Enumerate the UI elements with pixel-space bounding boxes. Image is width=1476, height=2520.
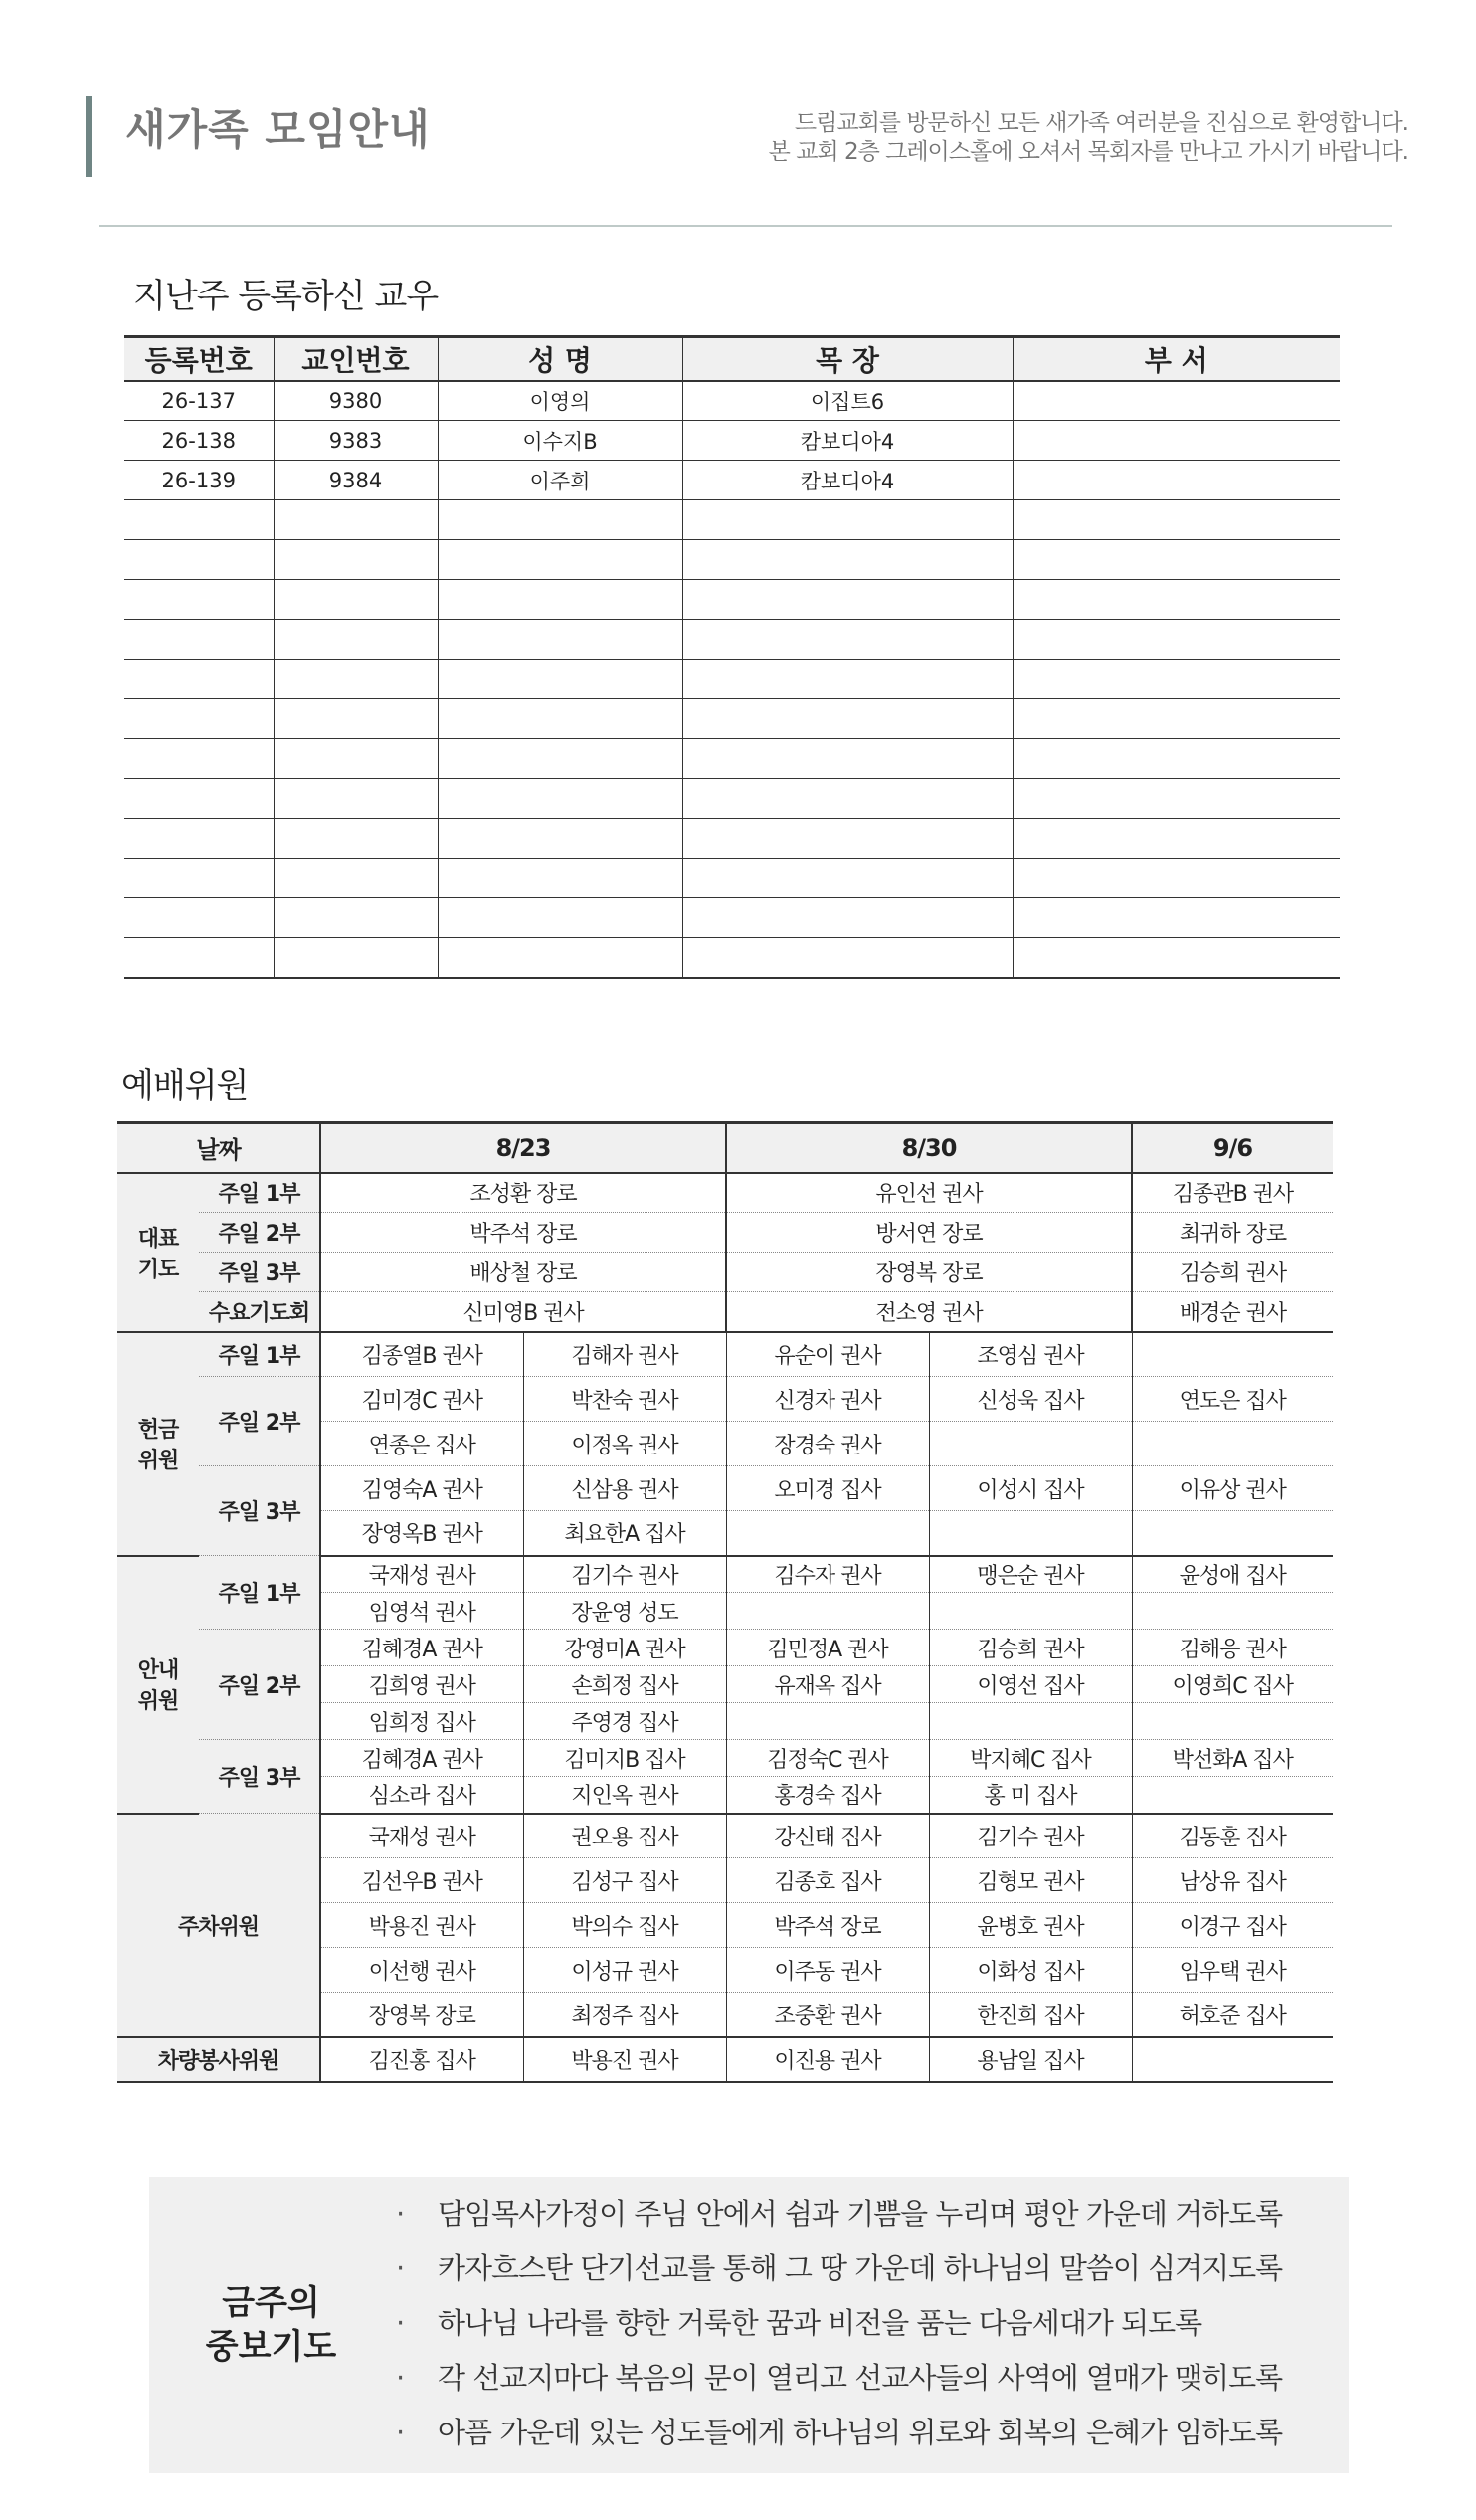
service-label: 주일 1부 <box>199 1173 320 1213</box>
service-label: 주일 3부 <box>199 1253 320 1292</box>
table-row <box>124 699 1340 739</box>
usher-name: 장윤영 성도 <box>523 1593 726 1630</box>
table-row <box>124 898 1340 938</box>
table-cell <box>124 540 274 580</box>
parking-name: 국재성 권사 <box>320 1814 523 1858</box>
vehicle-name: 김진홍 집사 <box>320 2037 523 2082</box>
prayer-group-label: 대표 기도 <box>117 1173 199 1332</box>
offering-name: 김종열B 권사 <box>320 1332 523 1377</box>
table-row <box>117 1814 1333 1858</box>
offering-name: 김해자 권사 <box>523 1332 726 1377</box>
table-row <box>124 739 1340 779</box>
parking-name: 한진희 집사 <box>929 1993 1132 2037</box>
parking-name: 윤병호 권사 <box>929 1903 1132 1948</box>
table-cell <box>1013 580 1340 620</box>
usher-name <box>929 1703 1132 1740</box>
offering-name <box>929 1511 1132 1556</box>
usher-name: 김미지B 집사 <box>523 1740 726 1777</box>
table-cell <box>274 938 438 978</box>
parking-name: 김동훈 집사 <box>1132 1814 1333 1858</box>
intercession-text: 아픔 가운데 있는 성도들에게 하나님의 위로와 회복의 은혜가 임하도록 <box>438 2416 1283 2449</box>
table-cell <box>682 500 1013 540</box>
table-cell <box>1013 660 1340 699</box>
intercession-box <box>149 2177 1349 2473</box>
date-1: 8/30 <box>726 1123 1132 1173</box>
table-cell <box>124 859 274 898</box>
vehicle-name: 이진용 권사 <box>726 2037 929 2082</box>
usher-name: 김승희 권사 <box>929 1630 1132 1666</box>
table-cell: 9380 <box>274 381 438 421</box>
table-row <box>124 938 1340 978</box>
table-cell <box>438 699 682 739</box>
table-cell <box>682 779 1013 819</box>
intercession-item <box>396 2406 1282 2460</box>
prayer-name: 장영복 장로 <box>726 1253 1132 1292</box>
usher-name: 홍경숙 집사 <box>726 1777 929 1814</box>
table-cell <box>438 540 682 580</box>
registered-header-row <box>124 337 1340 381</box>
date-0: 8/23 <box>320 1123 726 1173</box>
parking-name: 이성규 권사 <box>523 1948 726 1993</box>
intercession-text: 카자흐스탄 단기선교를 통해 그 땅 가운데 하나님의 말씀이 심겨지도록 <box>438 2251 1283 2285</box>
prayer-name: 방서연 장로 <box>726 1213 1132 1253</box>
column-header: 등록번호 <box>124 337 274 381</box>
table-cell: 캄보디아4 <box>682 461 1013 500</box>
prayer-name: 유인선 권사 <box>726 1173 1132 1213</box>
offering-name: 신성욱 집사 <box>929 1377 1132 1422</box>
prayer-name: 김종관B 권사 <box>1132 1173 1333 1213</box>
table-row <box>124 660 1340 699</box>
service-label: 주일 2부 <box>199 1377 320 1466</box>
offering-name: 이성시 집사 <box>929 1466 1132 1511</box>
offering-name <box>1132 1332 1333 1377</box>
table-cell <box>438 898 682 938</box>
usher-name: 홍 미 집사 <box>929 1777 1132 1814</box>
offering-name: 조영심 권사 <box>929 1332 1132 1377</box>
table-cell <box>438 938 682 978</box>
bullet-icon: · <box>396 2416 405 2449</box>
column-header: 성 명 <box>438 337 682 381</box>
date-label: 날짜 <box>117 1123 320 1173</box>
parking-name: 장영복 장로 <box>320 1993 523 2037</box>
table-cell <box>1013 898 1340 938</box>
intercession-item <box>396 2187 1282 2241</box>
parking-name: 박용진 권사 <box>320 1903 523 1948</box>
table-cell <box>1013 819 1340 859</box>
table-cell <box>274 620 438 660</box>
table-cell <box>124 660 274 699</box>
parking-name: 조중환 권사 <box>726 1993 929 2037</box>
offering-name <box>1132 1511 1333 1556</box>
table-cell: 이주희 <box>438 461 682 500</box>
offering-name <box>929 1422 1132 1466</box>
table-cell <box>682 739 1013 779</box>
table-row <box>117 1213 1333 1253</box>
vehicle-row <box>117 2037 1333 2082</box>
service-label: 수요기도회 <box>199 1292 320 1332</box>
table-cell: 이집트6 <box>682 381 1013 421</box>
parking-name: 임우택 권사 <box>1132 1948 1333 1993</box>
table-cell <box>1013 859 1340 898</box>
bullet-icon: · <box>396 2306 405 2340</box>
service-label: 주일 1부 <box>199 1556 320 1630</box>
table-cell: 26-137 <box>124 381 274 421</box>
table-cell <box>682 660 1013 699</box>
usher-name: 김민정A 권사 <box>726 1630 929 1666</box>
parking-name: 허호준 집사 <box>1132 1993 1333 2037</box>
intercession-label <box>149 2177 393 2473</box>
table-cell <box>124 779 274 819</box>
table-cell <box>124 500 274 540</box>
table-cell <box>438 859 682 898</box>
table-row <box>124 819 1340 859</box>
offering-name: 이유상 권사 <box>1132 1466 1333 1511</box>
parking-name: 이경구 집사 <box>1132 1903 1333 1948</box>
intercession-item <box>396 2351 1282 2406</box>
table-cell <box>124 739 274 779</box>
service-label: 주일 3부 <box>199 1740 320 1814</box>
table-cell <box>682 938 1013 978</box>
offering-name <box>1132 1422 1333 1466</box>
bullet-icon: · <box>396 2251 405 2285</box>
usher-name <box>1132 1777 1333 1814</box>
table-cell <box>682 819 1013 859</box>
parking-name: 권오용 집사 <box>523 1814 726 1858</box>
intercession-text: 담임목사가정이 주님 안에서 쉼과 기쁨을 누리며 평안 가운데 거하도록 <box>438 2197 1283 2230</box>
table-cell <box>274 540 438 580</box>
table-row <box>124 381 1340 421</box>
offering-name: 이정옥 권사 <box>523 1422 726 1466</box>
worship-title: 예배위원 <box>121 1066 249 1106</box>
usher-name: 심소라 집사 <box>320 1777 523 1814</box>
page-title: 새가족 모임안내 <box>125 105 431 154</box>
table-cell: 캄보디아4 <box>682 421 1013 461</box>
table-cell <box>682 859 1013 898</box>
parking-name: 이화성 집사 <box>929 1948 1132 1993</box>
table-cell <box>682 540 1013 580</box>
table-cell <box>274 580 438 620</box>
usher-name <box>1132 1593 1333 1630</box>
prayer-name: 최귀하 장로 <box>1132 1213 1333 1253</box>
table-cell <box>1013 938 1340 978</box>
usher-name <box>726 1703 929 1740</box>
table-row <box>124 620 1340 660</box>
offering-name <box>726 1511 929 1556</box>
table-cell <box>682 898 1013 938</box>
table-cell <box>438 779 682 819</box>
parking-name: 김성구 집사 <box>523 1858 726 1903</box>
prayer-name: 배상철 장로 <box>320 1253 726 1292</box>
table-cell <box>682 580 1013 620</box>
parking-name: 최정주 집사 <box>523 1993 726 2037</box>
usher-name <box>1132 1703 1333 1740</box>
table-row <box>117 1630 1333 1666</box>
parking-name: 김기수 권사 <box>929 1814 1132 1858</box>
table-cell <box>438 620 682 660</box>
usher-name: 임희정 집사 <box>320 1703 523 1740</box>
table-cell <box>438 660 682 699</box>
service-label: 주일 3부 <box>199 1466 320 1556</box>
table-row <box>117 1292 1333 1332</box>
table-cell <box>274 660 438 699</box>
usher-name <box>726 1593 929 1630</box>
intercession-item <box>396 2241 1282 2296</box>
usher-name: 김혜경A 권사 <box>320 1630 523 1666</box>
vehicle-name: 용남일 집사 <box>929 2037 1132 2082</box>
table-row <box>124 779 1340 819</box>
bullet-icon: · <box>396 2361 405 2395</box>
welcome-line-1: 드림교회를 방문하신 모든 새가족 여러분을 진심으로 환영합니다. <box>794 110 1408 136</box>
table-row <box>117 1740 1333 1777</box>
table-cell <box>1013 739 1340 779</box>
parking-name: 이선행 권사 <box>320 1948 523 1993</box>
usher-name: 유재옥 집사 <box>726 1666 929 1703</box>
usher-name: 김희영 권사 <box>320 1666 523 1703</box>
offering-name: 유순이 권사 <box>726 1332 929 1377</box>
usher-name: 윤성애 집사 <box>1132 1556 1333 1593</box>
prayer-name: 조성환 장로 <box>320 1173 726 1213</box>
table-cell <box>1013 620 1340 660</box>
table-cell <box>274 779 438 819</box>
offering-name: 신삼용 권사 <box>523 1466 726 1511</box>
date-2: 9/6 <box>1132 1123 1333 1173</box>
parking-name: 강신태 집사 <box>726 1814 929 1858</box>
table-row <box>124 859 1340 898</box>
usher-group-label: 안내 위원 <box>117 1556 199 1814</box>
usher-name: 이영선 집사 <box>929 1666 1132 1703</box>
table-cell <box>124 620 274 660</box>
usher-name: 김수자 권사 <box>726 1556 929 1593</box>
vehicle-name <box>1132 2037 1333 2082</box>
usher-name: 박지혜C 집사 <box>929 1740 1132 1777</box>
offering-name: 연도은 집사 <box>1132 1377 1333 1422</box>
offering-name: 김영숙A 권사 <box>320 1466 523 1511</box>
usher-name: 김기수 권사 <box>523 1556 726 1593</box>
offering-name: 신경자 권사 <box>726 1377 929 1422</box>
service-label: 주일 2부 <box>199 1213 320 1253</box>
table-cell <box>124 580 274 620</box>
table-cell <box>438 819 682 859</box>
table-cell: 26-139 <box>124 461 274 500</box>
parking-name: 김형모 권사 <box>929 1858 1132 1903</box>
table-cell <box>438 739 682 779</box>
table-cell <box>124 938 274 978</box>
table-cell: 이영의 <box>438 381 682 421</box>
parking-name: 박의수 집사 <box>523 1903 726 1948</box>
vehicle-label: 차량봉사위원 <box>117 2037 320 2082</box>
parking-name: 김선우B 권사 <box>320 1858 523 1903</box>
accent-bar <box>86 96 92 177</box>
intercession-label-1: 금주의 <box>222 2283 320 2323</box>
usher-name: 김해응 권사 <box>1132 1630 1333 1666</box>
table-cell <box>682 620 1013 660</box>
usher-name: 맹은순 권사 <box>929 1556 1132 1593</box>
welcome-message <box>769 109 1408 167</box>
intercession-text: 하나님 나라를 향한 거룩한 꿈과 비전을 품는 다음세대가 되도록 <box>438 2306 1202 2340</box>
prayer-name: 박주석 장로 <box>320 1213 726 1253</box>
prayer-name: 김승희 권사 <box>1132 1253 1333 1292</box>
table-row <box>124 461 1340 500</box>
offering-name: 최요한A 집사 <box>523 1511 726 1556</box>
table-cell <box>274 500 438 540</box>
table-row <box>117 1556 1333 1593</box>
prayer-name: 전소영 권사 <box>726 1292 1132 1332</box>
table-cell <box>274 699 438 739</box>
table-cell <box>1013 421 1340 461</box>
intercession-list <box>396 2187 1282 2460</box>
intercession-item <box>396 2296 1282 2351</box>
parking-name: 남상유 집사 <box>1132 1858 1333 1903</box>
worship-table <box>117 1121 1333 2083</box>
table-row <box>124 540 1340 580</box>
registered-title: 지난주 등록하신 교우 <box>133 277 439 316</box>
offering-name: 박찬숙 권사 <box>523 1377 726 1422</box>
table-cell: 9383 <box>274 421 438 461</box>
parking-name: 박주석 장로 <box>726 1903 929 1948</box>
table-cell <box>1013 461 1340 500</box>
table-cell <box>274 859 438 898</box>
table-cell <box>274 739 438 779</box>
parking-name: 이주동 권사 <box>726 1948 929 1993</box>
prayer-name: 신미영B 권사 <box>320 1292 726 1332</box>
usher-name: 임영석 권사 <box>320 1593 523 1630</box>
service-label: 주일 1부 <box>199 1332 320 1377</box>
column-header: 부 서 <box>1013 337 1340 381</box>
usher-name: 김정숙C 권사 <box>726 1740 929 1777</box>
table-cell <box>124 699 274 739</box>
usher-name: 국재성 권사 <box>320 1556 523 1593</box>
usher-name: 이영희C 집사 <box>1132 1666 1333 1703</box>
usher-name: 박선화A 집사 <box>1132 1740 1333 1777</box>
table-row <box>124 580 1340 620</box>
usher-name <box>929 1593 1132 1630</box>
table-cell <box>124 819 274 859</box>
bullet-icon: · <box>396 2197 405 2230</box>
registered-table <box>124 335 1340 979</box>
table-cell <box>1013 500 1340 540</box>
usher-name: 지인옥 권사 <box>523 1777 726 1814</box>
parking-label: 주차위원 <box>117 1814 320 2037</box>
parking-name: 김종호 집사 <box>726 1858 929 1903</box>
offering-group-label: 헌금 위원 <box>117 1332 199 1556</box>
column-header: 교인번호 <box>274 337 438 381</box>
table-row <box>117 1377 1333 1422</box>
table-row <box>124 421 1340 461</box>
table-row <box>124 500 1340 540</box>
table-cell <box>438 580 682 620</box>
service-label: 주일 2부 <box>199 1630 320 1740</box>
page-header <box>86 92 1408 181</box>
usher-name: 주영경 집사 <box>523 1703 726 1740</box>
table-cell: 9384 <box>274 461 438 500</box>
table-cell <box>124 898 274 938</box>
divider <box>99 225 1392 227</box>
prayer-name: 배경순 권사 <box>1132 1292 1333 1332</box>
intercession-label-2: 중보기도 <box>205 2327 337 2367</box>
table-row <box>117 1466 1333 1511</box>
table-cell <box>1013 381 1340 421</box>
intercession-text: 각 선교지마다 복음의 문이 열리고 선교사들의 사역에 열매가 맺히도록 <box>438 2361 1283 2395</box>
vehicle-name: 박용진 권사 <box>523 2037 726 2082</box>
table-cell <box>1013 779 1340 819</box>
table-cell <box>438 500 682 540</box>
table-row <box>117 1173 1333 1213</box>
usher-name: 손희정 집사 <box>523 1666 726 1703</box>
table-cell <box>682 699 1013 739</box>
table-cell <box>274 898 438 938</box>
worship-header-row <box>117 1123 1333 1173</box>
table-cell: 이수지B <box>438 421 682 461</box>
table-cell <box>274 819 438 859</box>
table-row <box>117 1332 1333 1377</box>
table-cell: 26-138 <box>124 421 274 461</box>
offering-name: 오미경 집사 <box>726 1466 929 1511</box>
offering-name: 장영옥B 권사 <box>320 1511 523 1556</box>
table-cell <box>1013 540 1340 580</box>
offering-name: 장경숙 권사 <box>726 1422 929 1466</box>
usher-name: 강영미A 권사 <box>523 1630 726 1666</box>
welcome-line-2: 본 교회 2층 그레이스홀에 오셔서 목회자를 만나고 가시기 바랍니다. <box>768 139 1408 165</box>
offering-name: 연종은 집사 <box>320 1422 523 1466</box>
table-cell <box>1013 699 1340 739</box>
usher-name: 김혜경A 권사 <box>320 1740 523 1777</box>
table-row <box>117 1253 1333 1292</box>
column-header: 목 장 <box>682 337 1013 381</box>
offering-name: 김미경C 권사 <box>320 1377 523 1422</box>
